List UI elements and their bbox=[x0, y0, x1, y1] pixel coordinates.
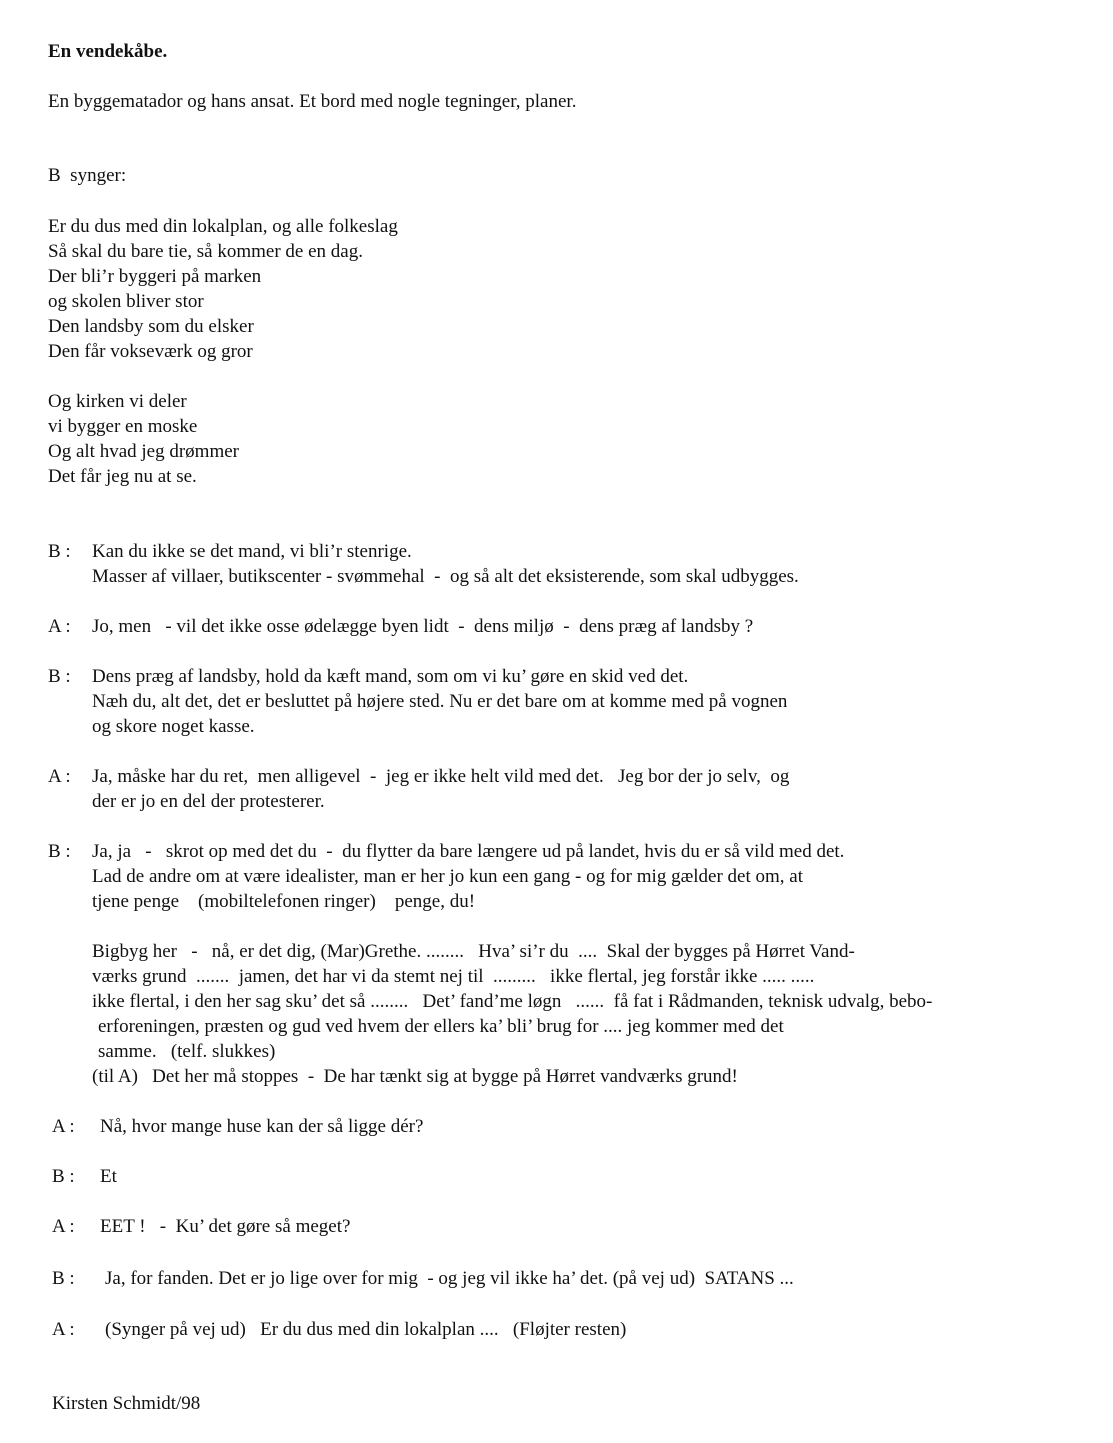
speaker-label: A : bbox=[52, 1319, 75, 1340]
speaker-label: A : bbox=[52, 1216, 75, 1237]
speaker-label: B : bbox=[52, 1166, 75, 1187]
song-intro: B synger: bbox=[48, 165, 127, 186]
speaker-label: B : bbox=[52, 1268, 75, 1289]
song-line: Og kirken vi deler bbox=[48, 391, 187, 412]
song-line: Og alt hvad jeg drømmer bbox=[48, 441, 240, 462]
dialogue-line: Ja, måske har du ret, men alligevel - jeg er ikke helt vild med det. Jeg bor der jo selv, og bbox=[92, 766, 790, 787]
song-line: og skolen bliver stor bbox=[48, 291, 204, 312]
dialogue-line: Dens præg af landsby, hold da kæft mand, som om vi ku’ gøre en skid ved det. bbox=[92, 666, 689, 687]
dialogue-line: Ja, ja - skrot op med det du - du flytter da bare længere ud på landet, hvis du er så vild med det. bbox=[92, 841, 845, 862]
speaker-label: B : bbox=[48, 666, 71, 687]
speaker-label: A : bbox=[52, 1116, 75, 1137]
dialogue-line: Masser af villaer, butikscenter - svømmehal - og så alt det eksisterende, som skal udbygges. bbox=[92, 566, 799, 587]
dialogue-line: (Synger på vej ud) Er du dus med din lokalplan .... (Fløjter resten) bbox=[105, 1319, 627, 1340]
phone-call-line: værks grund ....... jamen, det har vi da stemt nej til ......... ikke flertal, jeg forstår ikke ..... ..... bbox=[92, 966, 815, 987]
dialogue-line: Et bbox=[100, 1166, 117, 1187]
song-line: Er du dus med din lokalplan, og alle folkeslag bbox=[48, 216, 398, 237]
dialogue-line: der er jo en del der protesterer. bbox=[92, 791, 325, 812]
phone-call-line: erforeningen, præsten og gud ved hvem der ellers ka’ bli’ brug for .... jeg kommer med det bbox=[98, 1016, 784, 1037]
song-line: Der bli’r byggeri på marken bbox=[48, 266, 262, 287]
speaker-label: A : bbox=[48, 616, 71, 637]
phone-call-line: samme. (telf. slukkes) bbox=[98, 1041, 276, 1062]
phone-call-line: (til A) Det her må stoppes - De har tænkt sig at bygge på Hørret vandværks grund! bbox=[92, 1066, 738, 1087]
dialogue-line: tjene penge (mobiltelefonen ringer) penge, du! bbox=[92, 891, 476, 912]
song-line: Den landsby som du elsker bbox=[48, 316, 254, 337]
dialogue-line: og skore noget kasse. bbox=[92, 716, 255, 737]
speaker-label: B : bbox=[48, 841, 71, 862]
dialogue-line: Nå, hvor mange huse kan der så ligge dér? bbox=[100, 1116, 424, 1137]
speaker-label: A : bbox=[48, 766, 71, 787]
document-title: En vendekåbe. bbox=[48, 41, 168, 62]
dialogue-line: Næh du, alt det, det er besluttet på højere sted. Nu er det bare om at komme med på vognen bbox=[92, 691, 788, 712]
phone-call-line: Bigbyg her - nå, er det dig, (Mar)Grethe. ........ Hva’ si’r du .... Skal der bygges på Hørret Vand- bbox=[92, 941, 855, 962]
dialogue-line: Ja, for fanden. Det er jo lige over for mig - og jeg vil ikke ha’ det. (på vej ud) SATANS ... bbox=[105, 1268, 794, 1289]
phone-call-line: ikke flertal, i den her sag sku’ det så ........ Det’ fand’me løgn ...... få fat i Rådmanden, teknisk udvalg, bebo- bbox=[92, 991, 933, 1012]
dialogue-line: Jo, men - vil det ikke osse ødelægge byen lidt - dens miljø - dens præg af landsby ? bbox=[92, 616, 754, 637]
song-line: vi bygger en moske bbox=[48, 416, 198, 437]
dialogue-line: Kan du ikke se det mand, vi bli’r stenrige. bbox=[92, 541, 412, 562]
signature: Kirsten Schmidt/98 bbox=[52, 1393, 201, 1414]
song-line: Så skal du bare tie, så kommer de en dag. bbox=[48, 241, 363, 262]
speaker-label: B : bbox=[48, 541, 71, 562]
setting-description: En byggematador og hans ansat. Et bord med nogle tegninger, planer. bbox=[48, 91, 577, 112]
song-line: Den får vokseværk og gror bbox=[48, 341, 253, 362]
song-line: Det får jeg nu at se. bbox=[48, 466, 197, 487]
dialogue-line: Lad de andre om at være idealister, man er her jo kun een gang - og for mig gælder det om, at bbox=[92, 866, 803, 887]
dialogue-line: EET ! - Ku’ det gøre så meget? bbox=[100, 1216, 351, 1237]
